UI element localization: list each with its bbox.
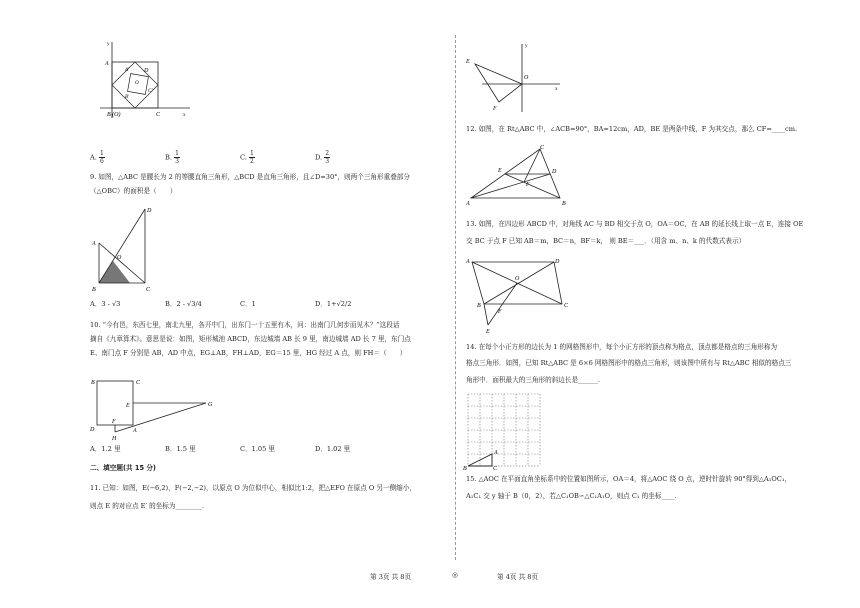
q8-option-a: A. $\frac{1}{6}$ [90,150,104,165]
section-fill-in-title: 二、填空题(共 15 分) [90,464,156,472]
footer-page-left: 第 3页 共 8页 [370,573,412,581]
q9-option-a: A．3 - √3 [90,300,121,308]
svg-text:A: A [105,61,109,67]
svg-text:E: E [126,403,130,409]
svg-text:B: B [477,303,481,309]
svg-text:F: F [498,309,502,315]
svg-text:O: O [117,255,122,261]
svg-text:y: y [525,44,528,49]
svg-text:D: D [555,259,560,265]
q8-option-d: D. $\frac{2}{3}$ [315,150,330,165]
svg-text:O: O [515,276,520,282]
svg-text:y: y [107,42,110,47]
svg-text:B: B [463,466,467,470]
q15-text-line1: 15. △AOC 在平面直角坐标系中的位置如图所示，OA＝4，将△AOC 绕 O 点，逆时针旋转 90°得到△A₁OC₁， [466,475,792,483]
q14-text-line3: 角形中．面积最大的三角形的斜边长是______. [466,376,600,384]
svg-text:F: F [526,182,530,188]
svg-text:C: C [564,303,569,309]
footer-center-mark: ◎ [452,571,458,579]
q13-text-line1: 13. 如图，在四边形 ABCD 中，对角线 AC 与 BD 相交于点 O，OA＝OC，在 AB 的延长线上取一点 E，连接 OE [466,220,804,228]
q9-option-c: C．1 [240,300,256,308]
svg-text:B: B [562,201,566,206]
q10-text-line2: 摘自《九章算术》。意思是说：如图，矩形城池 ABCD，东边城墙 AB 长 9 里，南边城墙 AD 长 7 里，东门点 [90,335,411,343]
svg-text:A: A [466,201,470,206]
q9-text-line1: 9. 如图，△ABC 是腰长为 2 的等腰直角三角形，△BCD 是直角三角形，且∠D=30°，则两个三角形重叠部分 [90,173,410,181]
svg-text:B: B [92,287,96,293]
q10-option-a: A．1.2 里 [90,445,121,453]
svg-text:E: E [498,168,502,174]
figure-q14-grid [462,390,548,470]
footer-page-right: 第 4页 共 8页 [497,573,539,581]
q8-option-b: B. $\frac{1}{3}$ [165,150,179,165]
q10-option-b: B．1.5 里 [165,445,196,453]
svg-text:F: F [493,106,497,112]
svg-text:x: x [555,87,558,92]
svg-text:x: x [183,113,186,118]
svg-text:C: C [540,145,545,151]
q10-option-d: D．1.02 里 [315,445,351,453]
svg-text:E: E [486,329,490,335]
svg-text:C: C [146,287,151,293]
svg-text:F: F [112,419,116,425]
figure-q12-triangle [464,142,574,206]
svg-text:A: A [92,241,96,247]
svg-text:C′: C′ [148,89,153,94]
svg-text:B: B [91,380,95,386]
svg-text:C: C [156,112,161,118]
svg-text:A: A [494,450,498,456]
svg-text:C: C [136,380,141,386]
q13-text-line2: 交 BC 于点 F 已知 AB＝m，BC＝n，BF＝k， 则 BE＝___．（用含 m、n、k 的代数式表示） [466,237,746,245]
svg-text:O: O [135,81,139,86]
figure-q10-city [88,375,218,443]
right-page [456,0,860,608]
svg-text:C: C [493,466,498,470]
figure-q8-coordinate [95,38,195,120]
q15-text-line2: A₁C₁ 交 y 轴于 B（0，2），若△C₁OB∽△C₁A₁O，则点 C₁ 的坐标____. [466,492,677,500]
svg-text:B′: B′ [125,95,130,100]
q11-text-line1: 11. 已知：如图，E(−6,2)，F(−2,−2)，以原点 O 为位似中心，相似比1:2，把△EFO 在原点 O 另一侧缩小， [90,484,416,492]
svg-text:D: D [90,427,95,433]
svg-text:D: D [147,208,152,214]
q9-option-d: D．1+√2/2 [315,300,352,308]
svg-text:O: O [524,75,529,81]
q10-option-c: C．1.05 里 [240,445,276,453]
svg-text:H: H [112,436,117,442]
svg-text:A: A [466,259,470,265]
svg-text:D: D [144,68,149,74]
q10-text-line3: E、南门点 F 分别是 AB，AD 中点，EG⊥AB，FH⊥AD，EG＝15 里，HG 经过 A 点，则 FH＝（ ） [90,349,407,357]
q10-text-line1: 10. “今有邑，东西七里，南北九里，各开中门，出东门一十五里有木，问：出南门几何步而见木？”这段话 [90,321,400,329]
q8-option-c: C. $\frac{1}{2}$ [240,150,254,165]
svg-text:D: D [552,169,557,175]
svg-text:E: E [466,59,470,65]
q14-text-line2: 格点三角形．如图，已知 Rt△ABC 是 6×6 网格图形中的格点三角形，则该图中所有与 Rt△ABC 相似的格点三 [466,359,792,367]
svg-text:B (O): B (O) [107,112,121,118]
q12-text: 12. 如图，在 Rt△ABC 中，∠ACB=90°，BA=12cm，AD，BE 是两条中线，F 为其交点，那么 CF=____cm. [466,125,798,133]
figure-q13-quadrilateral [464,255,574,335]
q9-text-line2: （△OBC）的面积是（ ） [90,187,177,195]
q9-option-b: B．2 - √3/4 [165,300,202,308]
figure-q11-coordinate [462,40,562,116]
svg-text:A: A [133,428,137,434]
figure-q9-triangles [88,203,158,295]
svg-text:G: G [208,402,213,408]
q14-text-line1: 14. 在每个小正方形的边长为 1 的网格图形中，每个小正方形的顶点称为格点，顶点都是格点的三角形称为 [466,343,778,351]
q11-text-line2: 则点 E 的对应点 E′ 的坐标为________. [90,502,204,510]
svg-text:A′: A′ [125,68,130,73]
